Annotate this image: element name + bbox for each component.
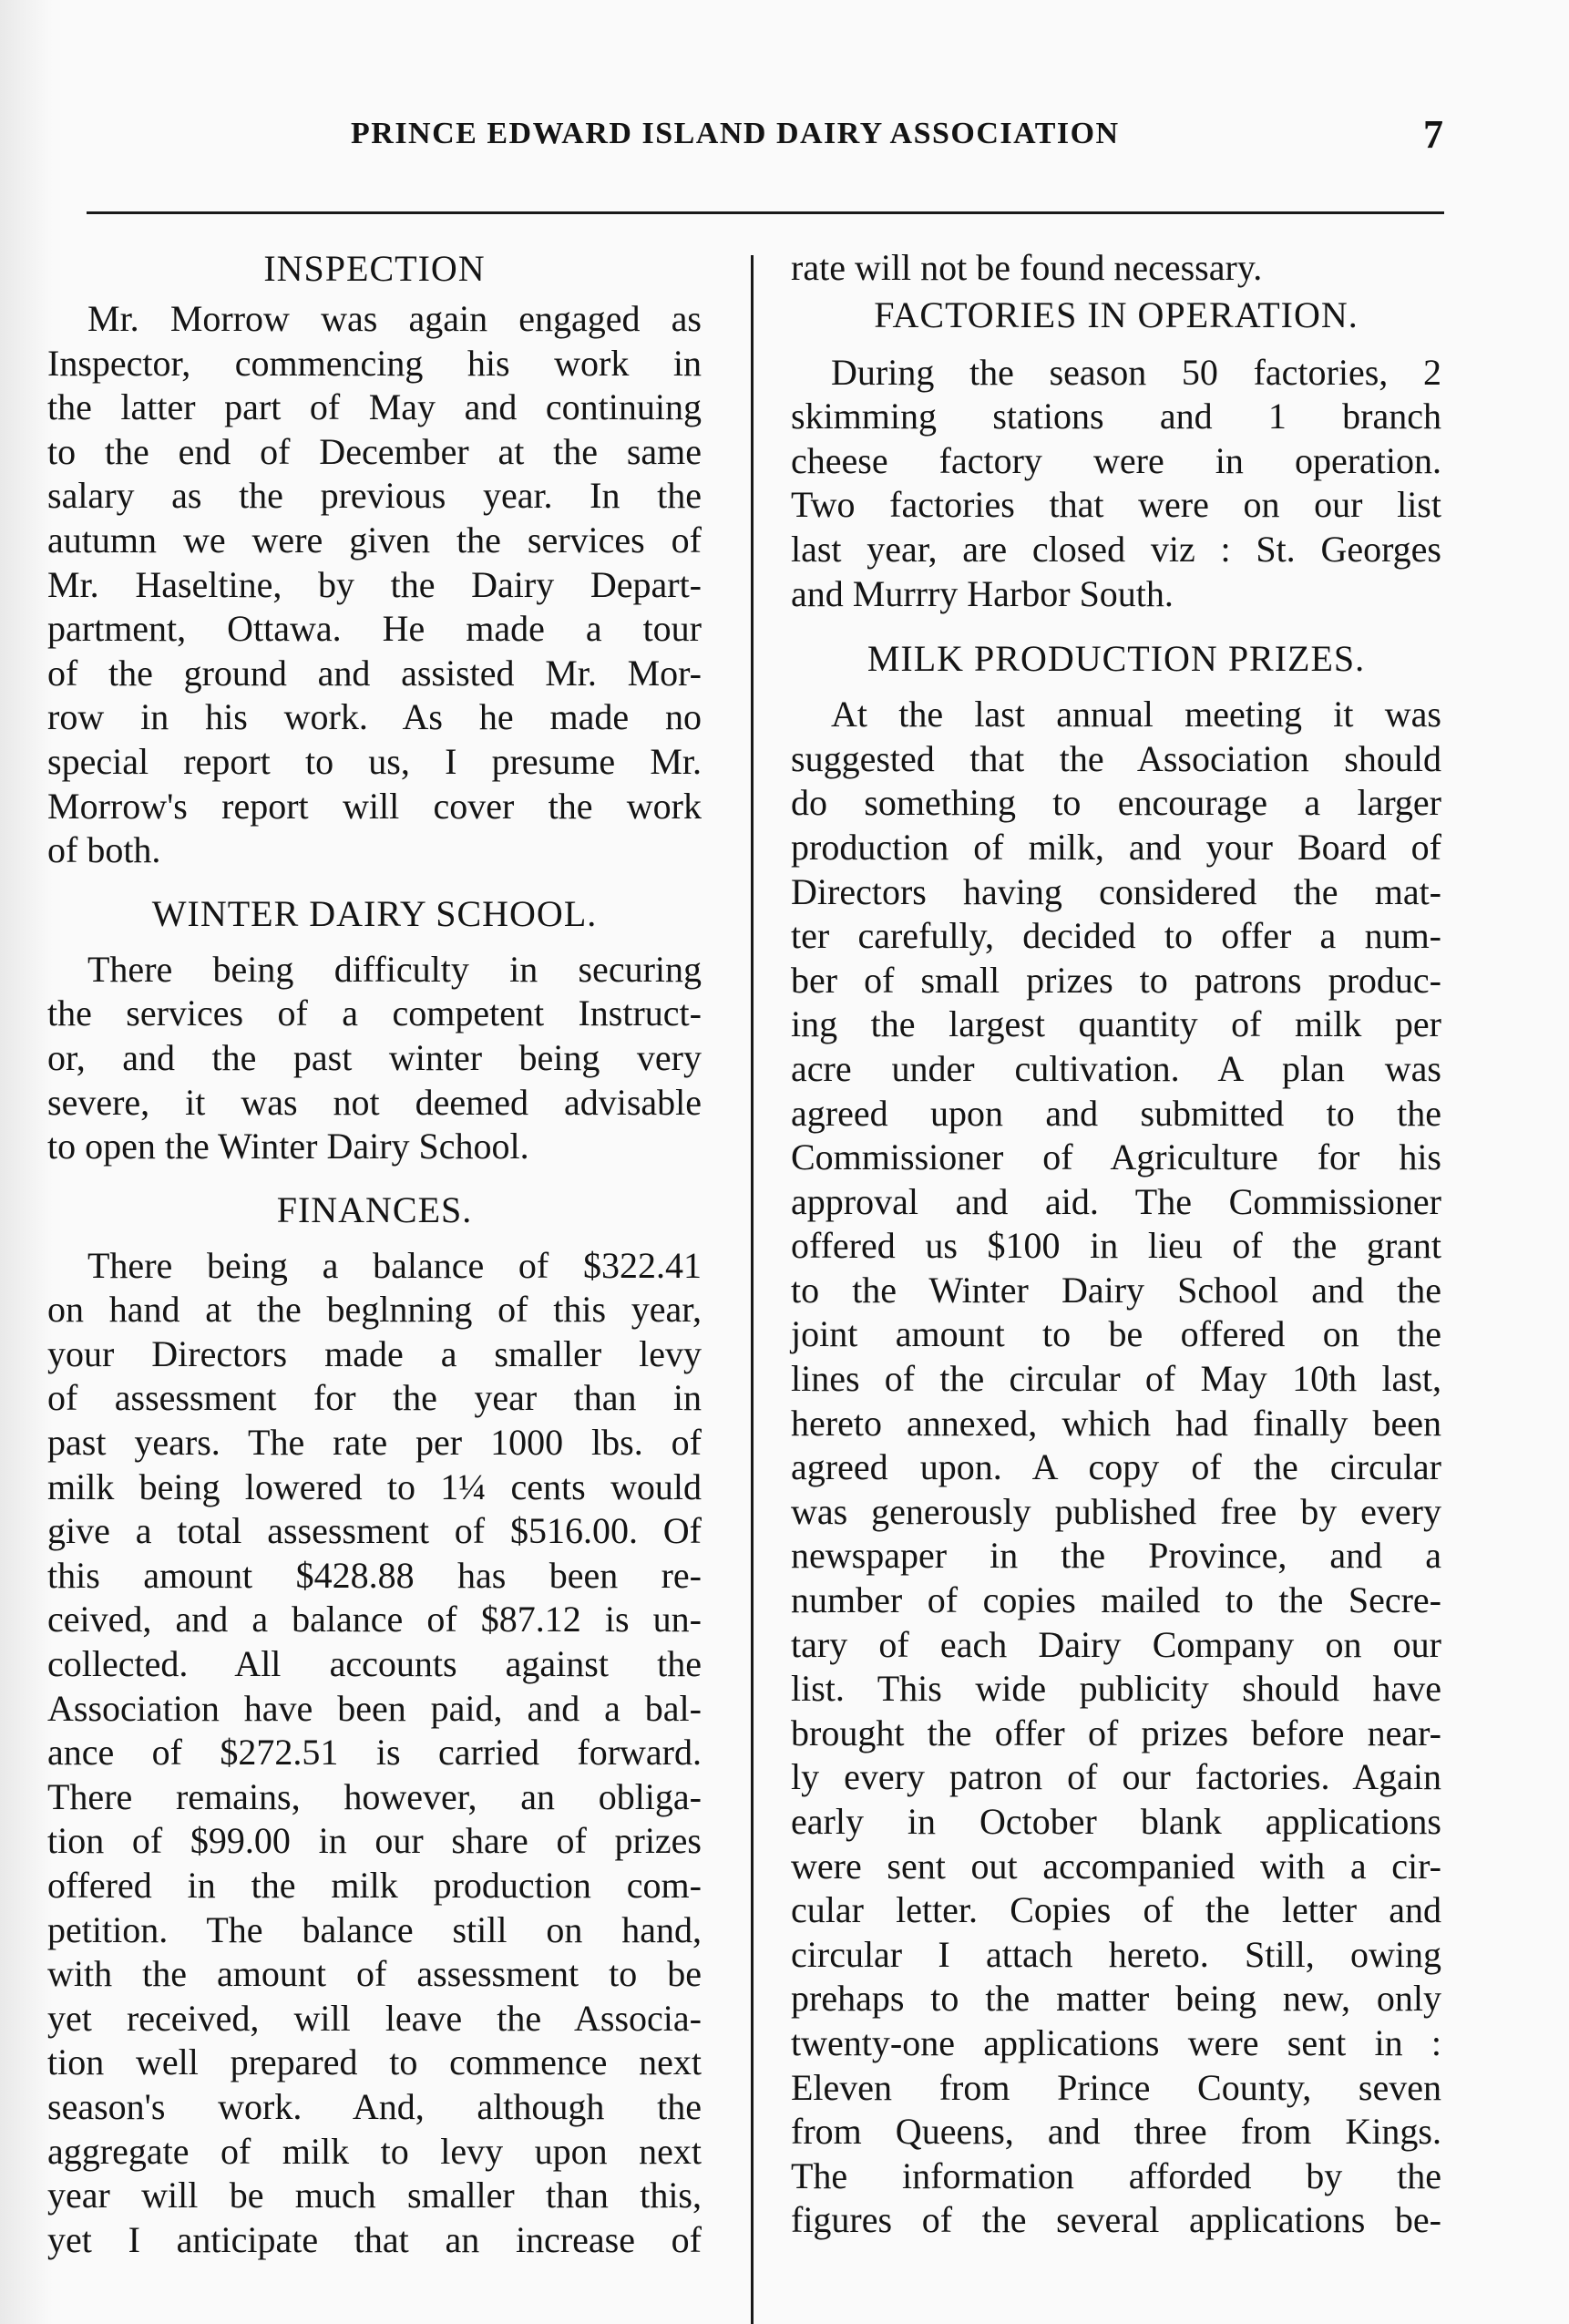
text-line: twenty-one applications were sent in : — [791, 2021, 1441, 2063]
text-line: of assessment for the year than in — [47, 1377, 702, 1419]
section-heading: INSPECTION — [263, 248, 486, 289]
text-line: and Murrry Harbor South. — [791, 572, 1174, 614]
text-line: ceived, and a balance of $87.12 is un- — [47, 1599, 702, 1640]
section — [47, 1188, 702, 2263]
text-line: Association have been paid, and a bal- — [47, 1687, 702, 1729]
text-line: joint amount to be offered on the — [791, 1313, 1441, 1355]
text-line: The information afforded by the — [791, 2154, 1441, 2196]
text-line: Mr. Morrow was again engaged as — [87, 298, 702, 339]
right-column — [791, 246, 1441, 2243]
header-rule — [87, 211, 1444, 214]
text-line: to the end of December at the same — [47, 430, 702, 472]
text-line: from Queens, and three from Kings. — [791, 2111, 1441, 2153]
text-line: During the season 50 factories, 2 — [831, 351, 1441, 393]
text-line: acre under cultivation. A plan was — [791, 1047, 1441, 1089]
text-line: figures of the several applications be- — [791, 2199, 1441, 2241]
left-column — [47, 246, 702, 2262]
page-number: 7 — [1423, 112, 1443, 157]
text-line: petition. The balance still on hand, — [47, 1908, 702, 1950]
text-line: Inspector, commencing his work in — [47, 342, 702, 384]
section-heading: WINTER DAIRY SCHOOL. — [151, 892, 598, 934]
section — [791, 636, 1441, 2243]
text-line: row in his work. As he made no — [47, 696, 702, 738]
text-line: cheese factory were in operation. — [791, 439, 1441, 481]
text-line: the services of a competent Instruct- — [47, 992, 702, 1034]
text-line: tion of $99.00 in our share of prizes — [47, 1820, 702, 1862]
text-line: ly every patron of our factories. Again — [791, 1756, 1441, 1798]
text-line: was generously published free by every — [791, 1490, 1441, 1532]
text-line: yet I anticipate that an increase of — [47, 2218, 702, 2260]
section — [791, 293, 1441, 617]
text-line: lines of the circular of May 10th last, — [791, 1358, 1441, 1400]
text-line: production of milk, and your Board of — [791, 826, 1441, 868]
text-line: suggested that the Association should — [791, 737, 1441, 779]
section-heading: FACTORIES IN OPERATION. — [874, 293, 1359, 335]
text-line: milk being lowered to 1¼ cents would — [47, 1465, 702, 1507]
text-line: number of copies mailed to the Secre- — [791, 1579, 1441, 1621]
continued-paragraph — [791, 246, 1441, 291]
scan-shadow-edge — [0, 0, 53, 2324]
text-line: There remains, however, an obliga- — [47, 1775, 702, 1817]
text-line: this amount $428.88 has been re- — [47, 1554, 702, 1596]
text-line: Eleven from Prince County, seven — [791, 2066, 1441, 2108]
text-line: list. This wide publicity should have — [791, 1668, 1441, 1710]
text-line: Mr. Haseltine, by the Dairy Depart- — [47, 563, 702, 605]
text-line: prehaps to the matter being new, only — [791, 1978, 1441, 2020]
text-line: salary as the previous year. In the — [47, 475, 702, 517]
text-line: your Directors made a smaller levy — [47, 1332, 702, 1374]
text-line: ter carefully, decided to offer a num- — [791, 915, 1441, 957]
text-line: aggregate of milk to levy upon next — [47, 2130, 702, 2172]
text-line: There being difficulty in securing — [87, 948, 702, 990]
text-line: to the Winter Dairy School and the — [791, 1269, 1441, 1311]
text-line: There being a balance of $322.41 — [87, 1244, 702, 1286]
section-heading: FINANCES. — [276, 1188, 473, 1230]
text-line: of both. — [47, 829, 161, 871]
text-line: the latter part of May and continuing — [47, 386, 702, 428]
text-line: Morrow's report will cover the work — [47, 785, 702, 827]
text-line: were sent out accompanied with a cir- — [791, 1845, 1441, 1887]
text-line: with the amount of assessment to be — [47, 1953, 702, 1995]
text-line: severe, it was not deemed advisable — [47, 1081, 702, 1123]
column-divider — [751, 255, 754, 2324]
section — [47, 891, 702, 1169]
text-line: At the last annual meeting it was — [831, 694, 1441, 735]
text-line: offered in the milk production com- — [47, 1865, 702, 1906]
text-line: rate will not be found necessary. — [791, 247, 1263, 288]
text-line: give a total assessment of $516.00. Of — [47, 1510, 702, 1552]
text-line: of the ground and assisted Mr. Mor- — [47, 652, 702, 694]
text-line: early in October blank applications — [791, 1801, 1441, 1842]
section — [47, 246, 702, 873]
text-line: ance of $272.51 is carried forward. — [47, 1732, 702, 1774]
text-line: approval and aid. The Commissioner — [791, 1180, 1441, 1222]
text-line: tary of each Dairy Company on our — [791, 1623, 1441, 1665]
text-line: special report to us, I presume Mr. — [47, 740, 702, 782]
text-line: agreed upon and submitted to the — [791, 1092, 1441, 1134]
text-line: last year, are closed viz : St. Georges — [791, 528, 1441, 570]
text-line: Commissioner of Agriculture for his — [791, 1136, 1441, 1178]
text-line: year will be much smaller than this, — [47, 2175, 702, 2216]
text-line: to open the Winter Dairy School. — [47, 1126, 529, 1167]
text-line: ber of small prizes to patrons produc- — [791, 959, 1441, 1001]
text-line: newspaper in the Province, and a — [791, 1535, 1441, 1577]
text-line: past years. The rate per 1000 lbs. of — [47, 1422, 702, 1464]
text-line: tion well prepared to commence next — [47, 2041, 702, 2083]
text-line: skimming stations and 1 branch — [791, 396, 1441, 437]
running-head: PRINCE EDWARD ISLAND DAIRY ASSOCIATION — [351, 117, 1120, 150]
text-line: do something to encourage a larger — [791, 782, 1441, 824]
text-line: on hand at the beglnning of this year, — [47, 1289, 702, 1331]
text-line: brought the offer of prizes before near- — [791, 1712, 1441, 1753]
text-line: circular I attach hereto. Still, owing — [791, 1933, 1441, 1975]
text-line: cular letter. Copies of the letter and — [791, 1889, 1441, 1931]
text-line: Two factories that were on our list — [791, 484, 1441, 526]
text-line: ing the largest quantity of milk per — [791, 1003, 1441, 1045]
text-line: offered us $100 in lieu of the grant — [791, 1225, 1441, 1267]
text-line: partment, Ottawa. He made a tour — [47, 608, 702, 650]
text-line: agreed upon. A copy of the circular — [791, 1446, 1441, 1488]
text-line: season's work. And, although the — [47, 2085, 702, 2127]
section-heading: MILK PRODUCTION PRIZES. — [867, 638, 1366, 680]
text-line: hereto annexed, which had finally been — [791, 1402, 1441, 1444]
text-line: or, and the past winter being very — [47, 1036, 702, 1078]
text-line: Directors having considered the mat- — [791, 870, 1441, 912]
text-line: collected. All accounts against the — [47, 1643, 702, 1685]
text-line: autumn we were given the services of — [47, 519, 702, 560]
text-line: yet received, will leave the Associa- — [47, 1997, 702, 2039]
